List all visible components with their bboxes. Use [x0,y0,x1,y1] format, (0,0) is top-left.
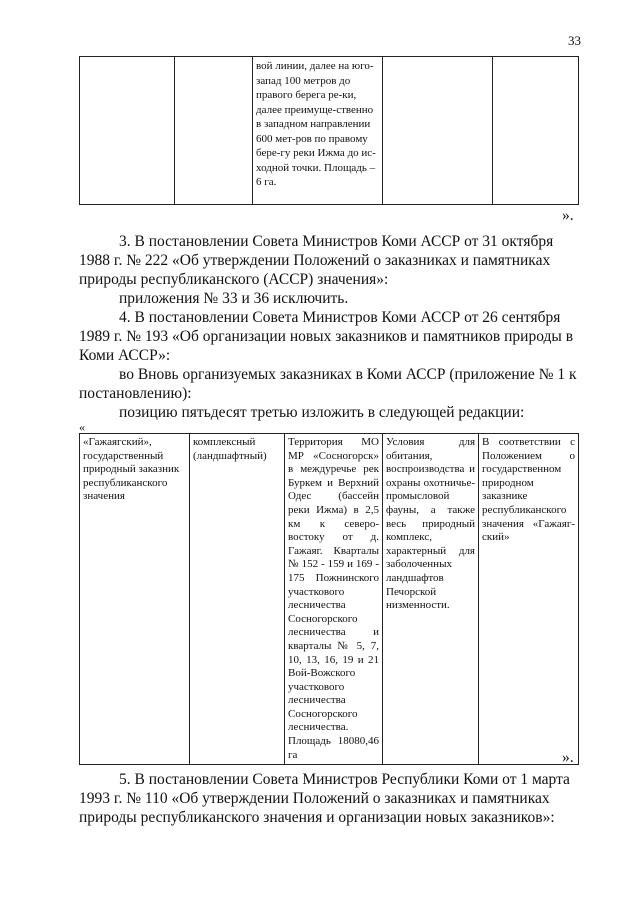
item5-line2: 1993 г. № 110 «Об утверждении Положений о заказниках и памятниках [79,790,550,807]
zakaznik-location: Территория МО МР «Сосногорск» в междуречье рек Буркем и Верхний Одес (бассейн реки Ижма) в 2,5 км к северо-востоку от д. Гажаяг. Кварталы № 152 - 159 и 169 - 175 Пожнинского участкового лесничества Сосногорского лесничества и кварталы № 5, 7, 10, 13, 16, 19 и 21 Вой-Вожского участкового лесничества Сосногорского лесничества. Площадь 18080,46 га [285,434,383,765]
item3-line1: 3. В постановлении Совета Министров Коми АССР от 31 октября [119,233,554,250]
item3-line4: приложения № 33 и 36 исключить. [119,290,349,307]
table2-close-mark: ». [562,749,574,766]
item3-line2: 1988 г. № 222 «Об утверждении Положений о заказниках и памятниках [79,252,551,269]
item4-line2: 1989 г. № 193 «Об организации новых заказников и памятников природы в [79,328,574,345]
zakaznik-basis: В соответствии с Положением о государственном природном заказнике республиканского значения «Гажаяг-ский» [479,434,579,765]
table1-cell-5 [493,57,579,205]
zakaznik-purpose: Условия для обитания, воспроизводства и охраны охотничье-промысловой фауны, а также весь природный комплекс, характерный для заболоченных ландшафтов Печорской низменности. [383,434,479,765]
item4-line6: позицию пятьдесят третью изложить в следующей редакции: [119,404,525,421]
zakaznik-table [79,433,579,765]
table1-cell-2 [175,57,253,205]
zakaznik-name: «Гажаягский», государственный природный заказник республиканского значения [80,434,190,765]
table-continuation [79,56,579,205]
table2-open-mark: « [79,420,85,434]
item4-line3: Коми АССР»: [79,347,171,364]
item3-line3: природы республиканского (АССР) значения»: [79,271,389,288]
table1-cell-3: вой линии, далее на юго-запад 100 метров до правого берега ре-ки, далее преимуще-ственно в западном направлении 600 мет-ров по правому бере-гу реки Ижма до ис-ходной точки. Площадь – 6 га. [253,57,383,205]
table1-cell-4 [383,57,493,205]
item5-line3: природы республиканского значения и организации новых заказников»: [79,809,555,826]
table1-cell-1 [80,57,175,205]
table1-close-mark: ». [562,207,574,224]
item4-line1: 4. В постановлении Совета Министров Коми АССР от 26 сентября [119,309,561,326]
item4-line4: во Вновь организуемых заказниках в Коми АССР (приложение № 1 к [119,366,577,383]
item4-line5: постановлению): [79,385,192,402]
page-number: 33 [568,33,581,48]
zakaznik-type: комплексный (ландшафтный) [190,434,285,765]
item5-line1: 5. В постановлении Совета Министров Республики Коми от 1 марта [119,771,570,788]
